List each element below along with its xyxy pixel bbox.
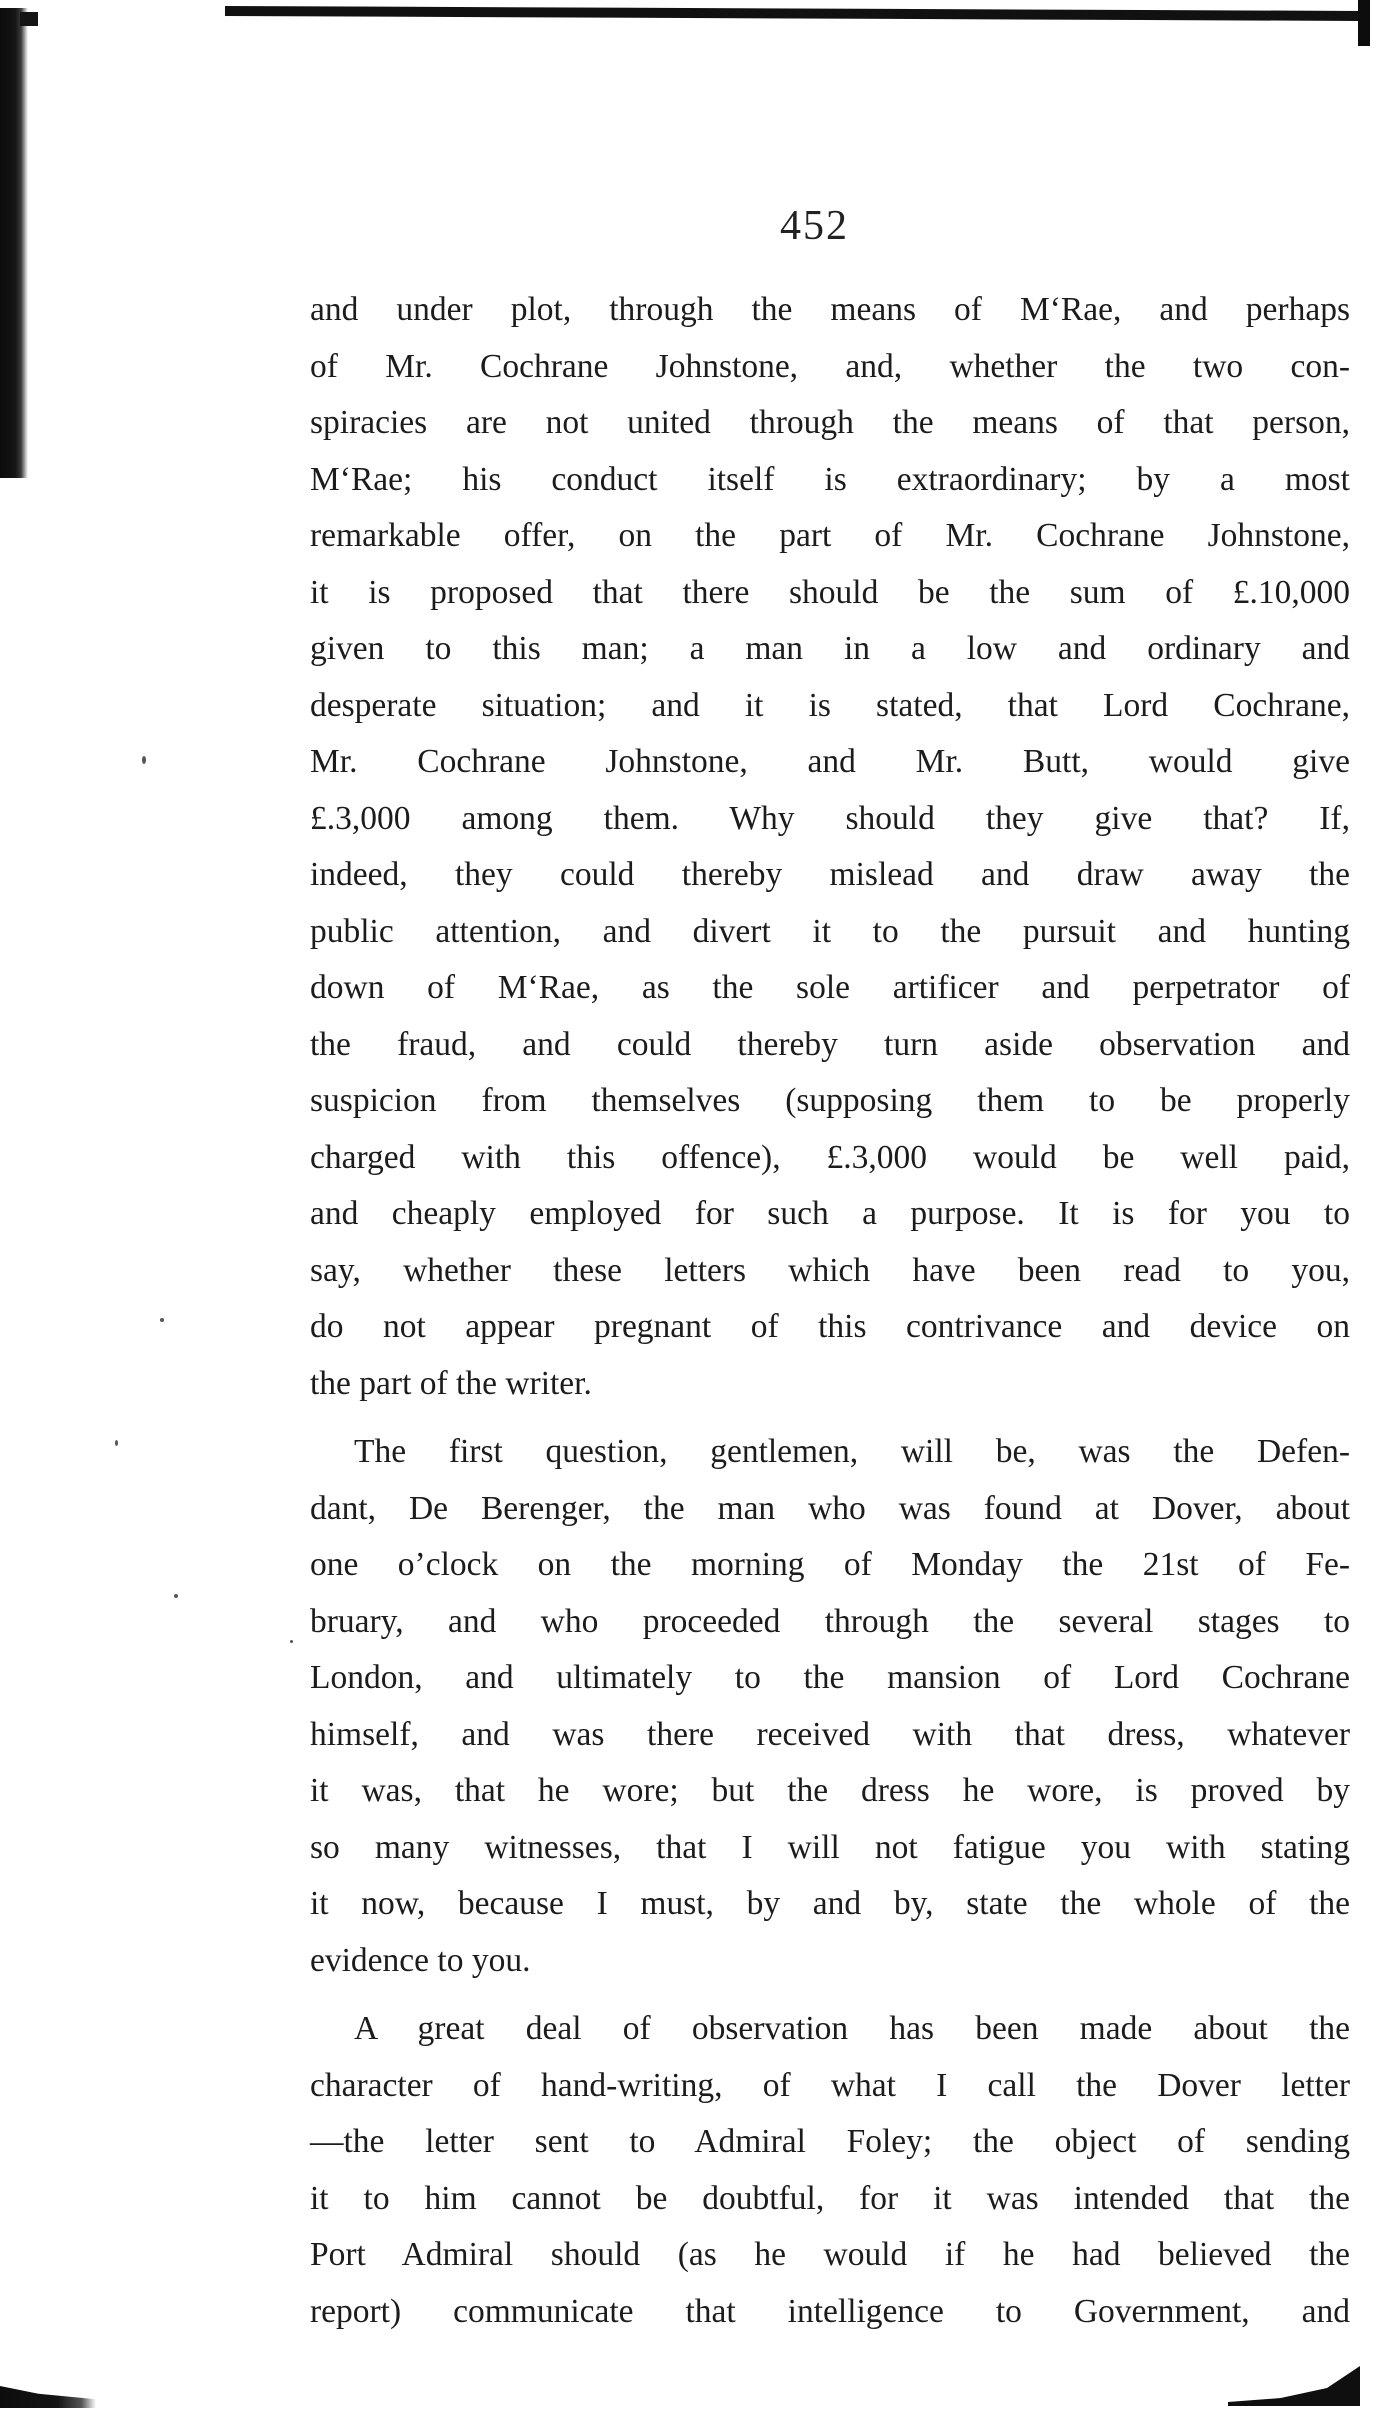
text-line: The first question, gentlemen, will be, was the Defen-	[354, 1433, 1350, 1470]
text-line: indeed, they could thereby mislead and draw away the	[310, 856, 1350, 893]
text-line: himself, and was there received with that dress, whatever	[310, 1715, 1350, 1753]
bottom-right-scan-mark	[1228, 2366, 1360, 2406]
text-line: given to this man; a man in a low and ordinary and	[310, 630, 1350, 667]
text-line: dant, De Berenger, the man who was found at Dover, about	[310, 1489, 1350, 1527]
text-line: desperate situation; and it is stated, that Lord Cochrane,	[310, 686, 1350, 724]
text-line: £.3,000 among them. Why should they give that? If,	[310, 799, 1350, 837]
text-line: down of M‘Rae, as the sole artificer and perpetrator of	[310, 969, 1350, 1006]
text-line: character of hand-writing, of what I call the Dover letter	[310, 2066, 1350, 2104]
margin-speck	[174, 1594, 178, 1598]
text-line: one o’clock on the morning of Monday the 21st of Fe-	[310, 1546, 1350, 1583]
left-binding-notch	[20, 12, 38, 26]
paragraph-gap	[310, 1412, 1350, 1424]
text-line: suspicion from themselves (supposing them to be properly	[310, 1082, 1350, 1119]
margin-speck	[142, 756, 146, 764]
top-border-rule	[225, 6, 1360, 21]
text-line: the fraud, and could thereby turn aside observation and	[310, 1025, 1350, 1063]
text-line: say, whether these letters which have been read to you,	[310, 1251, 1350, 1289]
margin-speck	[290, 1640, 293, 1643]
text-line: and under plot, through the means of M‘Rae, and perhaps	[310, 291, 1350, 328]
text-line: London, and ultimately to the mansion of Lord Cochrane	[310, 1659, 1350, 1696]
text-line: Mr. Cochrane Johnstone, and Mr. Butt, would give	[310, 743, 1350, 780]
text-line: it now, because I must, by and by, state the whole of the	[310, 1885, 1350, 1922]
text-line: evidence to you.	[310, 1941, 531, 1979]
text-line: the part of the writer.	[310, 1364, 592, 1402]
text-line: do not appear pregnant of this contrivance and device on	[310, 1308, 1350, 1345]
text-line: and cheaply employed for such a purpose. It is for you to	[310, 1195, 1350, 1232]
text-line: public attention, and divert it to the pursuit and hunting	[310, 912, 1350, 950]
text-line: so many witnesses, that I will not fatigue you with stating	[310, 1828, 1350, 1866]
text-line: bruary, and who proceeded through the several stages to	[310, 1602, 1350, 1640]
margin-speck	[115, 1440, 118, 1446]
page-number: 452	[780, 203, 849, 249]
top-border-corner	[1358, 0, 1370, 46]
text-line: A great deal of observation has been made about the	[354, 2010, 1350, 2047]
text-line: —the letter sent to Admiral Foley; the object of sending	[310, 2123, 1350, 2160]
text-line: M‘Rae; his conduct itself is extraordinary; by a most	[310, 460, 1350, 498]
text-line: remarkable offer, on the part of Mr. Cochrane Johnstone,	[310, 517, 1350, 554]
text-line: it to him cannot be doubtful, for it was intended that the	[310, 2179, 1350, 2217]
text-line: spiracies are not united through the means of that person,	[310, 404, 1350, 441]
body-text	[310, 282, 1350, 2340]
left-binding-shadow	[0, 8, 28, 478]
text-line: report) communicate that intelligence to Government, and	[310, 2292, 1350, 2330]
text-line: it is proposed that there should be the sum of £.10,000	[310, 573, 1350, 611]
bottom-left-scan-mark	[0, 2386, 96, 2408]
paragraph-gap	[310, 1989, 1350, 2001]
margin-speck	[160, 1318, 164, 1322]
text-line: of Mr. Cochrane Johnstone, and, whether the two con-	[310, 347, 1350, 385]
text-line: Port Admiral should (as he would if he had believed the	[310, 2236, 1350, 2273]
text-line: it was, that he wore; but the dress he wore, is proved by	[310, 1772, 1350, 1809]
text-line: charged with this offence), £.3,000 would be well paid,	[310, 1138, 1350, 1176]
